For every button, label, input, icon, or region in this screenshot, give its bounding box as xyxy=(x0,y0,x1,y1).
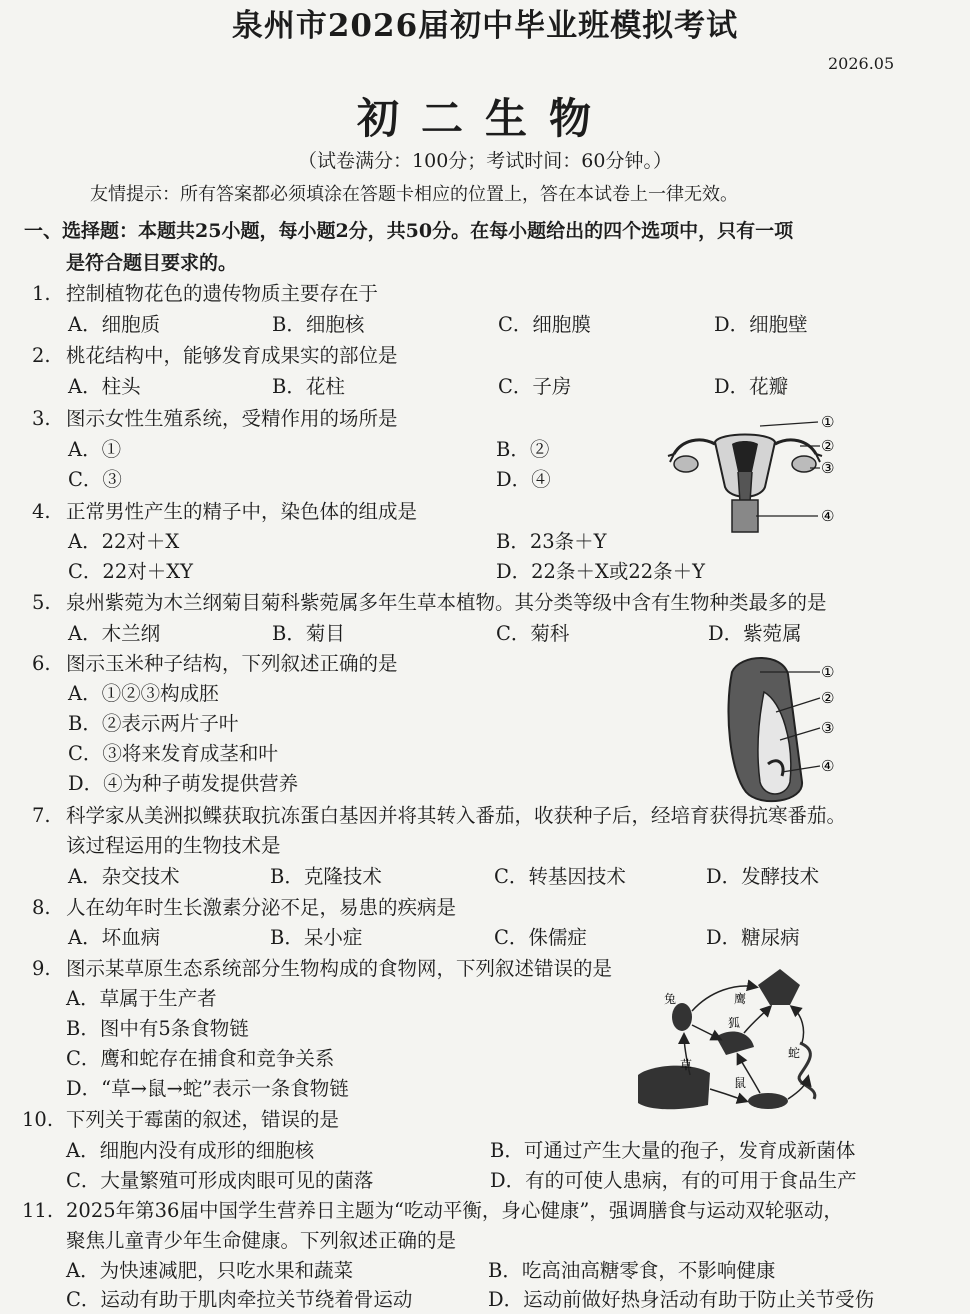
option[interactable]: D．细胞壁 xyxy=(714,313,808,336)
section-heading: 一、选择题：本题共25小题，每小题2分，共50分。在每小题给出的四个选项中，只有一项 xyxy=(24,220,794,242)
option[interactable]: B．图中有5条食物链 xyxy=(66,1017,249,1040)
option[interactable]: B．可通过产生大量的孢子，发育成新菌体 xyxy=(490,1139,856,1162)
grass-icon xyxy=(638,1066,710,1110)
label-4: ④ xyxy=(821,507,835,525)
option[interactable]: A．① xyxy=(68,438,122,461)
option[interactable]: A．①②③构成胚 xyxy=(68,682,219,705)
label-fox: 狐 xyxy=(728,1016,741,1030)
option[interactable]: D．22条＋X或22条＋Y xyxy=(496,560,706,583)
section-heading-cont: 是符合题目要求的。 xyxy=(66,252,238,274)
option[interactable]: A．坏血病 xyxy=(68,926,161,949)
option[interactable]: D．“草→鼠→蛇”表示一条食物链 xyxy=(66,1077,349,1100)
option[interactable]: D．④为种子萌发提供营养 xyxy=(68,772,299,795)
label-grass: 草 xyxy=(680,1058,693,1072)
option[interactable]: C．22对＋XY xyxy=(68,560,193,583)
question-number: 7. xyxy=(32,804,51,827)
exam-date: 2026.05 xyxy=(828,54,895,73)
option[interactable]: B．23条＋Y xyxy=(496,530,607,553)
question-number: 11. xyxy=(22,1199,54,1222)
question-text: 桃花结构中，能够发育成果实的部位是 xyxy=(66,344,398,367)
question-text: 图示玉米种子结构，下列叙述正确的是 xyxy=(66,652,398,675)
question-number: 2. xyxy=(32,344,51,367)
question-number: 9. xyxy=(32,957,51,980)
option[interactable]: D．糖尿病 xyxy=(706,926,800,949)
label-3: ③ xyxy=(821,459,835,477)
option[interactable]: A．草属于生产者 xyxy=(66,987,217,1010)
option[interactable]: D．花瓣 xyxy=(714,375,789,398)
question-number: 1. xyxy=(32,282,51,305)
label-4: ④ xyxy=(821,757,835,775)
option[interactable]: B．细胞核 xyxy=(272,313,365,336)
option[interactable]: B．吃高油高糖零食，不影响健康 xyxy=(488,1259,776,1282)
question-2 xyxy=(32,340,398,368)
option[interactable]: D．有的可使人患病，有的可用于食品生产 xyxy=(490,1169,857,1192)
question-number: 6. xyxy=(32,652,51,675)
option[interactable]: D．发酵技术 xyxy=(706,865,820,888)
option[interactable]: C．转基因技术 xyxy=(494,865,626,888)
question-1 xyxy=(32,278,378,306)
option[interactable]: B．花柱 xyxy=(272,375,345,398)
question-text: 图示某草原生态系统部分生物构成的食物网，下列叙述错误的是 xyxy=(66,957,613,980)
option[interactable]: C．细胞膜 xyxy=(498,313,591,336)
option[interactable]: A．22对＋X xyxy=(68,530,180,553)
fox-icon xyxy=(716,1032,754,1055)
corn-seed-figure xyxy=(720,652,845,810)
label-eagle: 鹰 xyxy=(734,992,747,1006)
question-5 xyxy=(32,587,827,615)
question-text: 人在幼年时生长激素分泌不足，易患的疾病是 xyxy=(66,896,457,919)
question-4 xyxy=(32,496,417,524)
question-text: 正常男性产生的精子中，染色体的组成是 xyxy=(66,500,418,523)
rabbit-icon xyxy=(672,1003,692,1031)
option[interactable]: D．④ xyxy=(496,468,551,491)
question-6 xyxy=(32,648,398,676)
question-number: 5. xyxy=(32,591,51,614)
label-3: ③ xyxy=(821,719,835,737)
question-3 xyxy=(32,403,398,431)
eagle-icon xyxy=(758,969,800,1005)
option[interactable]: B．②表示两片子叶 xyxy=(68,712,239,735)
question-number: 4. xyxy=(32,500,51,523)
question-number: 3. xyxy=(32,407,51,430)
question-8 xyxy=(32,892,456,920)
snake-icon xyxy=(799,1043,815,1099)
option[interactable]: C．运动有助于肌肉牵拉关节绕着骨运动 xyxy=(66,1288,413,1311)
question-text-cont: 聚焦儿童青少年生命健康。下列叙述正确的是 xyxy=(66,1229,457,1252)
option[interactable]: A．细胞内没有成形的细胞核 xyxy=(66,1139,315,1162)
option[interactable]: A．细胞质 xyxy=(68,313,161,336)
option[interactable]: B．菊目 xyxy=(272,622,345,645)
option[interactable]: A．木兰纲 xyxy=(68,622,161,645)
option[interactable]: A．柱头 xyxy=(68,375,141,398)
question-number: 8. xyxy=(32,896,51,919)
female-reproductive-figure xyxy=(660,412,840,544)
option[interactable]: C．侏儒症 xyxy=(494,926,587,949)
question-text: 科学家从美洲拟鲽获取抗冻蛋白基因并将其转入番茄，收获种子后，经培育获得抗寒番茄。 xyxy=(66,804,847,827)
exam-tip: 友情提示：所有答案都必须填涂在答题卡相应的位置上，答在本试卷上一律无效。 xyxy=(90,184,738,205)
label-1: ① xyxy=(821,413,835,431)
option[interactable]: A．杂交技术 xyxy=(68,865,180,888)
question-number: 10. xyxy=(22,1108,54,1131)
option[interactable]: C．③将来发育成茎和叶 xyxy=(68,742,278,765)
label-2: ② xyxy=(821,689,835,707)
option[interactable]: D．运动前做好热身活动有助于防止关节受伤 xyxy=(488,1288,875,1311)
question-text: 下列关于霉菌的叙述，错误的是 xyxy=(66,1108,340,1131)
question-9 xyxy=(32,953,612,981)
mouse-icon xyxy=(748,1093,788,1109)
question-text: 2025年第36届中国学生营养日主题为“吃动平衡，身心健康”，强调膳食与运动双轮驱动， xyxy=(66,1199,843,1222)
option[interactable]: C．鹰和蛇存在捕食和竞争关系 xyxy=(66,1047,335,1070)
option[interactable]: C．大量繁殖可形成肉眼可见的菌落 xyxy=(66,1169,374,1192)
label-snake: 蛇 xyxy=(788,1046,801,1060)
question-text: 控制植物花色的遗传物质主要存在于 xyxy=(66,282,379,305)
option[interactable]: B．② xyxy=(496,438,550,461)
question-10 xyxy=(22,1104,339,1132)
option[interactable]: B．呆小症 xyxy=(270,926,363,949)
question-text-cont: 该过程运用的生物技术是 xyxy=(66,834,281,857)
label-2: ② xyxy=(821,437,835,455)
question-11 xyxy=(22,1195,843,1223)
label-rabbit: 兔 xyxy=(664,992,677,1006)
exam-subject: 初二生物 xyxy=(356,94,613,143)
option[interactable]: C．③ xyxy=(68,468,122,491)
option[interactable]: B．克隆技术 xyxy=(270,865,382,888)
question-text: 泉州紫菀为木兰纲菊目菊科紫菀属多年生草本植物。其分类等级中含有生物种类最多的是 xyxy=(66,591,827,614)
option[interactable]: C．子房 xyxy=(498,375,572,398)
option[interactable]: A．为快速减肥，只吃水果和蔬菜 xyxy=(66,1259,354,1282)
option[interactable]: D．紫菀属 xyxy=(708,622,802,645)
label-1: ① xyxy=(821,663,835,681)
option[interactable]: C．菊科 xyxy=(496,622,570,645)
label-mouse: 鼠 xyxy=(734,1076,747,1090)
exam-title: 泉州市2026届初中毕业班模拟考试 xyxy=(231,8,739,44)
exam-meta: （试卷满分：100分；考试时间：60分钟。） xyxy=(298,150,672,172)
question-text: 图示女性生殖系统，受精作用的场所是 xyxy=(66,407,398,430)
food-web-figure xyxy=(630,965,830,1117)
